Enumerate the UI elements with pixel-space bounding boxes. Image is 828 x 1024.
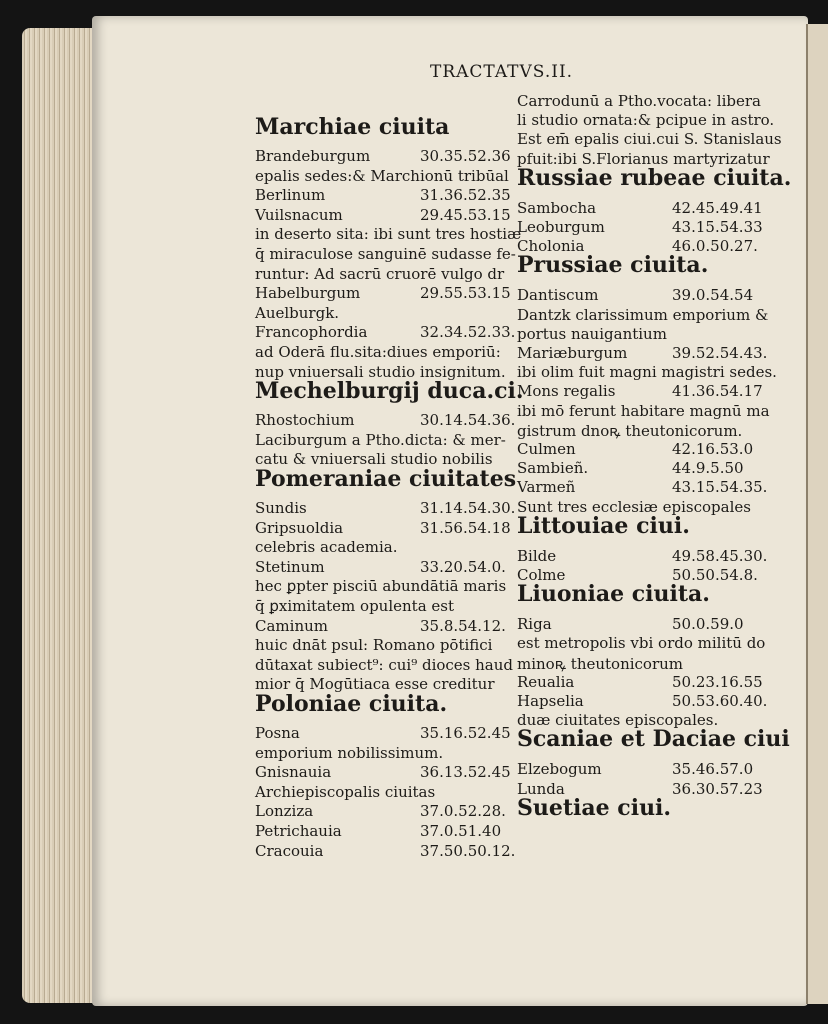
text-line: q̄ ꝑximitatem opulenta est	[255, 597, 455, 615]
section-heading: Scaniae et Daciae ciui	[517, 726, 790, 753]
text-line: gistrum dnoꝶ theutonicorum.	[517, 421, 743, 440]
place-coordinates: 43.15.54.33	[672, 218, 763, 236]
text-line: est metropolis vbi ordo militū do	[517, 634, 766, 653]
text-line: nup vniuersali studio insignitum.	[255, 362, 506, 381]
text-line: Carrodunū a Ptho.vocata: libera	[517, 92, 761, 110]
place-coordinates: 31.14.54.30.	[420, 499, 516, 517]
place-name: Dantiscum	[517, 286, 599, 305]
place-coordinates: 39.0.54.54	[672, 286, 754, 305]
facing-page-edge	[806, 24, 828, 1004]
place-name: Varmeñ	[517, 478, 576, 497]
place-coordinates: 37.0.52.28.	[420, 802, 506, 821]
text-line: Laciburgum a Ptho.dicta: & mer-	[255, 430, 506, 449]
place-coordinates: 31.36.52.35	[420, 186, 511, 205]
running-head: TRACTATVS.II.	[430, 62, 574, 82]
place-coordinates: 35.46.57.0	[672, 760, 754, 779]
place-name: Posna	[255, 724, 300, 742]
section-heading: Liuoniae ciuita.	[517, 581, 710, 608]
text-line: mior q̄ Mogūtiaca esse creditur	[255, 675, 495, 694]
section-heading: Poloniae ciuita.	[255, 691, 448, 717]
place-coordinates: 29.55.53.15	[420, 284, 511, 303]
text-line: duæ ciuitates episcopales.	[517, 711, 719, 730]
place-name: Elzebogum	[517, 760, 602, 779]
place-name: Cracouia	[255, 841, 324, 860]
place-name: Colme	[517, 566, 566, 584]
place-coordinates: 50.0.59.0	[672, 615, 744, 634]
place-coordinates: 39.52.54.43.	[672, 344, 768, 362]
place-name: Stetinum	[255, 557, 325, 576]
place-coordinates: 35.16.52.45	[420, 724, 511, 742]
place-coordinates: 37.50.50.12.	[420, 841, 516, 860]
text-line: Archiepiscopalis ciuitas	[255, 782, 436, 801]
place-name: Caminum	[255, 616, 328, 635]
place-coordinates: 36.30.57.23	[672, 779, 763, 798]
place-coordinates: 37.0.51.40	[420, 822, 502, 840]
place-name: Gripsuoldia	[255, 518, 344, 537]
place-name: Brandeburgum	[255, 147, 371, 165]
place-coordinates: 42.16.53.0	[672, 440, 754, 458]
place-coordinates: 36.13.52.45	[420, 763, 511, 782]
place-coordinates: 29.45.53.15	[420, 205, 511, 224]
text-line: portus nauigantium	[517, 324, 667, 343]
place-coordinates: 42.45.49.41	[672, 198, 763, 217]
place-coordinates: 50.53.60.40.	[672, 692, 768, 710]
section-heading: Russiae rubeae ciuita.	[517, 164, 792, 191]
text-line: runtur: Ad sacrū cruorē vulgo dr	[255, 264, 505, 283]
place-coordinates: 31.56.54.18	[420, 518, 511, 537]
place-name: Reualia	[517, 672, 575, 691]
text-line: Auelburgk.	[255, 303, 340, 322]
place-coordinates: 49.58.45.30.	[672, 546, 768, 565]
text-line: li studio ornata:& pcipue in astro.	[517, 111, 775, 130]
text-line: ad Oderā flu.sita:diues emporiū:	[255, 343, 501, 361]
text-line: celebris academia.	[255, 538, 398, 557]
place-name: Mons regalis	[517, 382, 616, 401]
place-name: Francophordia	[255, 323, 368, 342]
text-line: dūtaxat subiect⁹: cui⁹ dioces haud	[255, 655, 514, 674]
place-coordinates: 35.8.54.12.	[420, 616, 506, 635]
place-coordinates: 33.20.54.0.	[420, 557, 506, 576]
place-name: Gnisnauia	[255, 763, 332, 782]
place-name: Cholonia	[517, 237, 585, 256]
place-name: Sambieñ.	[517, 459, 589, 478]
text-line: q̄ miraculose sanguinē sudasse fe-	[255, 245, 516, 263]
place-name: Habelburgum	[255, 284, 361, 303]
place-coordinates: 30.14.54.36.	[420, 411, 516, 430]
text-line: Sunt tres ecclesiæ episcopales	[517, 497, 751, 516]
place-name: Culmen	[517, 440, 576, 458]
place-name: Berlinum	[255, 186, 326, 205]
place-name: Bilde	[517, 546, 557, 565]
section-heading: Suetiae ciui.	[517, 794, 672, 821]
place-coordinates: 50.23.16.55	[672, 672, 763, 691]
place-name: Sambocha	[517, 198, 597, 217]
section-heading: Pomeraniae ciuitates	[255, 466, 517, 492]
place-name: Lunda	[517, 779, 565, 798]
text-line: pfuit:ibi S.Florianus martyrizatur	[517, 149, 770, 168]
section-heading: Prussiae ciuita.	[517, 252, 709, 279]
place-coordinates: 43.15.54.35.	[672, 478, 768, 497]
section-heading: Marchiae ciuita	[255, 114, 450, 140]
place-coordinates: 41.36.54.17	[672, 382, 763, 401]
place-coordinates: 50.50.54.8.	[672, 566, 758, 584]
place-name: Vuilsnacum	[255, 205, 343, 224]
place-name: Petrichauia	[255, 822, 342, 840]
text-line: Dantzk clarissimum emporium &	[517, 305, 769, 324]
place-coordinates: 30.35.52.36	[420, 147, 511, 165]
text-line: ibi mō ferunt habitare magnū ma	[517, 401, 770, 420]
text-line: huic dnāt psul: Romano pōtifici	[255, 636, 493, 655]
text-line: ibi olim fuit magni magistri sedes.	[517, 363, 777, 382]
place-name: Lonziza	[255, 802, 314, 821]
text-line: in deserto sita: ibi sunt tres hostiæ	[255, 225, 522, 244]
place-coordinates: 46.0.50.27.	[672, 237, 758, 256]
place-name: Sundis	[255, 499, 307, 517]
place-name: Leoburgum	[517, 218, 605, 236]
place-name: Hapselia	[517, 692, 584, 710]
text-line: Est em̄ epalis ciui.cui S. Stanislaus	[517, 130, 782, 149]
place-name: Rhostochium	[255, 411, 355, 430]
section-heading: Mechelburgij duca.ci.	[255, 378, 524, 405]
place-coordinates: 32.34.52.33.	[420, 323, 516, 342]
place-name: Riga	[517, 615, 552, 634]
text-line: catu & vniuersali studio nobilis	[255, 450, 493, 469]
place-name: Mariæburgum	[517, 344, 628, 362]
text-line: emporium nobilissimum.	[255, 743, 444, 762]
text-line: minoꝶ theutonicorum	[517, 654, 684, 673]
text-line: epalis sedes:& Marchionū tribūal	[255, 166, 509, 185]
section-heading: Littouiae ciui.	[517, 512, 690, 539]
text-line: hec ꝑpter pisciū abundātiā maris	[255, 577, 507, 596]
place-coordinates: 44.9.5.50	[672, 459, 744, 478]
